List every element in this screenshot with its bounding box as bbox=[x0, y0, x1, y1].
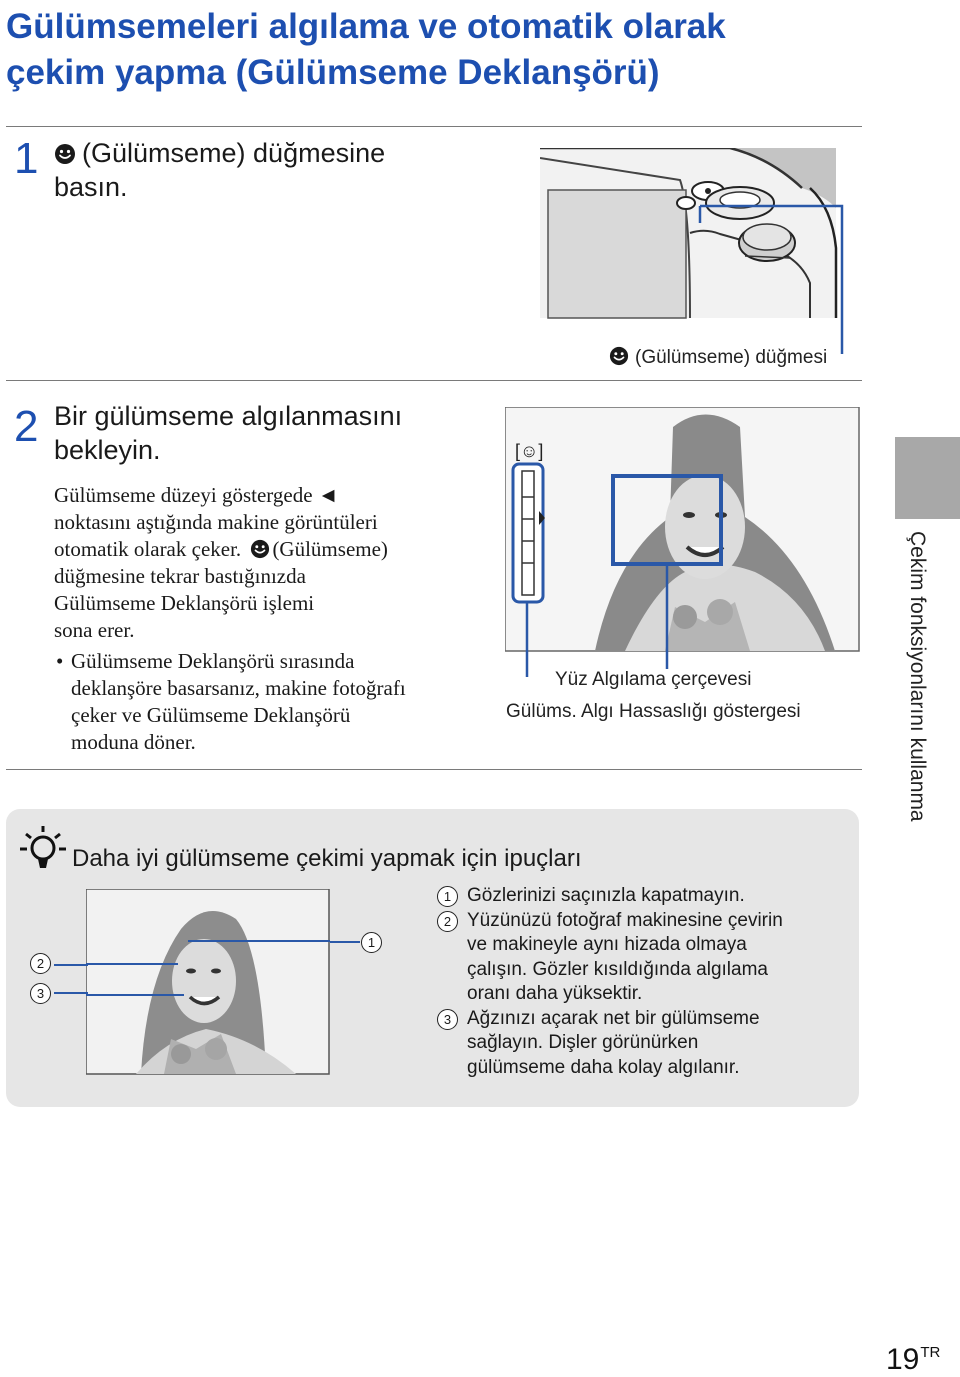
tip-item-2 bbox=[437, 909, 857, 1007]
callout-3: 3 bbox=[30, 983, 51, 1004]
step-1-title bbox=[54, 136, 494, 204]
step-2-title-line-1: Bir gülümseme algılanmasını bbox=[54, 401, 403, 431]
smile-icon bbox=[250, 539, 270, 559]
step-2-bullet bbox=[56, 648, 496, 756]
tips-list bbox=[437, 884, 857, 1084]
bullet-dot: • bbox=[56, 649, 64, 673]
title-divider bbox=[6, 126, 862, 127]
smile-icon bbox=[609, 346, 629, 366]
step-2-desc-text-3b: (Gülümseme) bbox=[272, 537, 388, 561]
tip-item-2-line-1: Yüzünüzü fotoğraf makinesine çevirin bbox=[467, 909, 783, 931]
step-1-title-line-2: basın. bbox=[54, 172, 128, 202]
step-2-desc-line-2: noktasını aştığında makine görüntüleri bbox=[54, 510, 378, 534]
step-2-desc-text-3a: otomatik olarak çeker. bbox=[54, 537, 242, 561]
step-2-divider bbox=[6, 769, 862, 770]
smile-button-caption-text: (Gülümseme) düğmesi bbox=[635, 347, 828, 368]
callout-2-3-leaders bbox=[54, 963, 88, 997]
step-2-description bbox=[54, 482, 494, 644]
step-2-title bbox=[54, 399, 494, 467]
step-2-desc-line-4: düğmesine tekrar bastığınızda bbox=[54, 564, 306, 588]
page-title-line-1: Gülümsemeleri algılama ve otomatik olarak bbox=[6, 7, 726, 46]
callout-1: 1 bbox=[361, 932, 382, 953]
indicator-caption: Gülüms. Algı Hassaslığı göstergesi bbox=[506, 701, 801, 722]
step-1-divider bbox=[6, 380, 862, 381]
tip-item-3-number: 3 bbox=[437, 1009, 458, 1030]
tip-item-1 bbox=[437, 884, 857, 909]
face-frame-caption: Yüz Algılama çerçevesi bbox=[555, 669, 752, 690]
step-2-bullet-line-3: çeker ve Gülümseme Deklanşörü bbox=[71, 703, 351, 727]
callout-2: 2 bbox=[30, 953, 51, 974]
step-2-desc-line-3 bbox=[54, 536, 494, 563]
page-title bbox=[6, 4, 906, 96]
screen-smile-label: [☺] bbox=[515, 441, 544, 461]
tip-item-3-line-2: sağlayın. Dişler görünürken bbox=[467, 1032, 699, 1053]
step-1-number: 1 bbox=[14, 134, 39, 183]
step-2-title-line-2: bekleyin. bbox=[54, 435, 161, 465]
tip-item-3 bbox=[437, 1007, 857, 1081]
camera-top-illustration bbox=[540, 148, 862, 370]
smile-detection-screen bbox=[505, 407, 860, 677]
hint-lightbulb-icon bbox=[18, 822, 68, 878]
tip-item-2-number: 2 bbox=[437, 911, 458, 932]
tip-item-2-line-3: çalışın. Gözler kısıldığında algılama bbox=[467, 958, 768, 980]
tip-item-2-line-4: oranı daha yüksektir. bbox=[467, 983, 643, 1004]
step-1-title-line-1 bbox=[54, 136, 494, 170]
page-number-suffix: TR bbox=[920, 1344, 941, 1361]
tips-title: Daha iyi gülümseme çekimi yapmak için ipuçları bbox=[72, 845, 582, 872]
tip-item-3-line-1: Ağzınızı açarak net bir gülümseme bbox=[467, 1007, 760, 1029]
smile-button-caption bbox=[609, 346, 827, 369]
step-2-bullet-line-1: Gülümseme Deklanşörü sırasında bbox=[71, 649, 355, 673]
step-2-desc-line-5: Gülümseme Deklanşörü işlemi bbox=[54, 591, 315, 615]
step-2-number: 2 bbox=[14, 402, 39, 451]
side-tab-label-text: Çekim fonksiyonlarını kullanma bbox=[906, 531, 929, 822]
step-2-bullet-line-4: moduna döner. bbox=[71, 730, 196, 754]
step-1-title-text: (Gülümseme) düğmesine bbox=[82, 138, 386, 168]
section-side-tab bbox=[895, 437, 960, 519]
tip-item-3-line-3: gülümseme daha kolay algılanır. bbox=[467, 1056, 740, 1078]
smile-icon bbox=[54, 143, 76, 165]
step-2-bullet-line-2: deklanşöre basarsanız, makine fotoğrafı bbox=[71, 676, 406, 700]
tip-item-2-line-2: ve makineyle aynı hizada olmaya bbox=[467, 934, 747, 955]
tip-item-1-line-1: Gözlerinizi saçınızla kapatmayın. bbox=[467, 885, 745, 906]
tip-portrait-illustration bbox=[86, 889, 330, 1075]
tip-item-1-number: 1 bbox=[437, 886, 458, 907]
page-number-value: 19 bbox=[886, 1343, 920, 1376]
page-title-line-2: çekim yapma (Gülümseme Deklanşörü) bbox=[6, 53, 660, 92]
step-2-desc-line-6: sona erer. bbox=[54, 618, 135, 642]
side-tab-label bbox=[870, 527, 940, 857]
page-number bbox=[886, 1343, 940, 1377]
step-2-desc-line-1: Gülümseme düzeyi göstergede ◄ bbox=[54, 483, 339, 507]
